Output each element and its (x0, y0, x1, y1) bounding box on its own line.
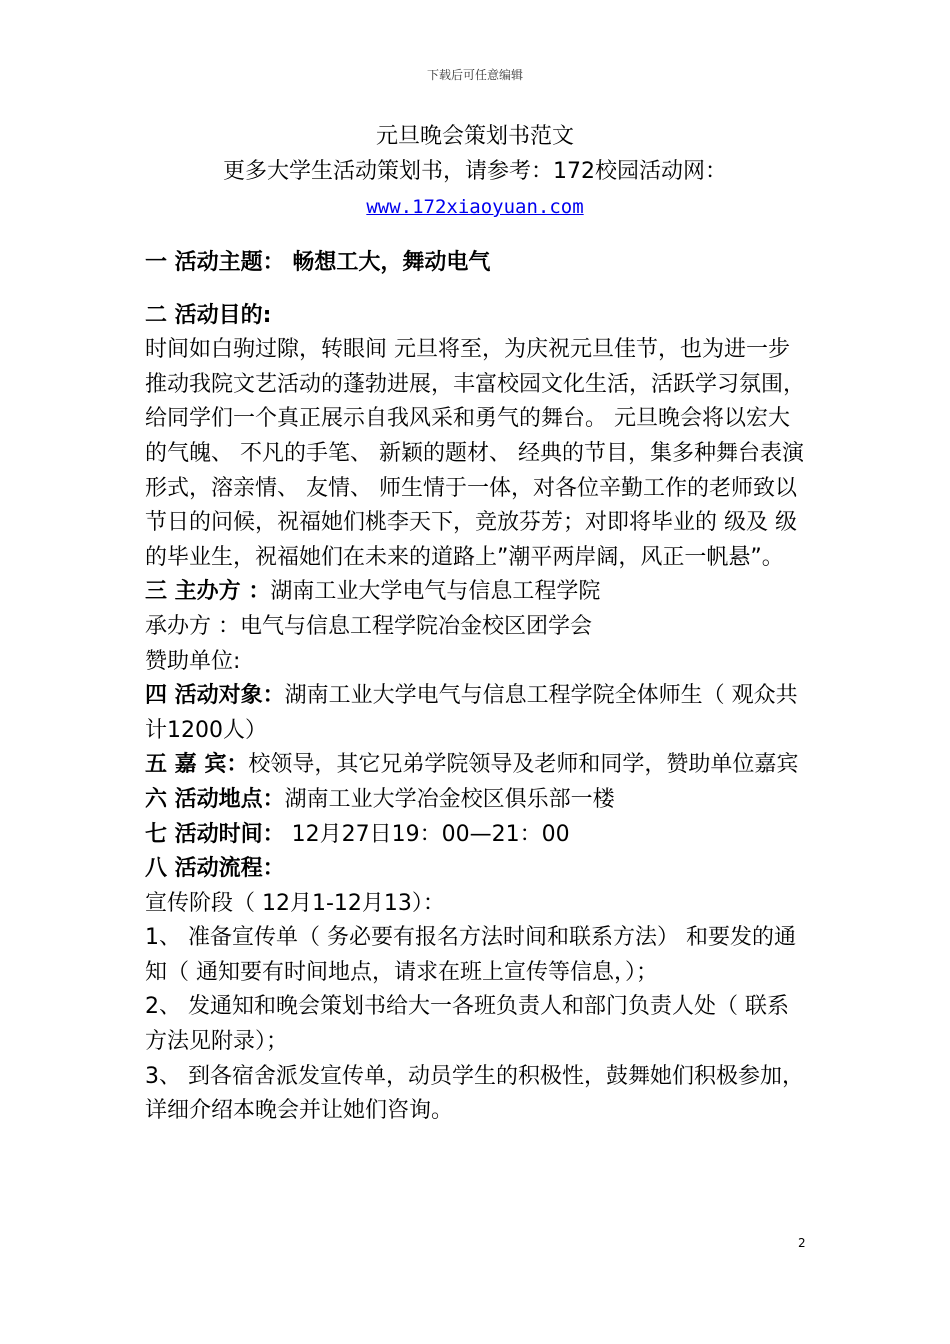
process-item-3: 3、 到各宿舍派发宣传单，动员学生的积极性，鼓舞她们积极参加，详细介绍本晚会并让她们咨询。 (145, 1063, 804, 1124)
section-audience (145, 679, 810, 748)
section-audience-label: 四 活动对象： (145, 683, 285, 709)
section-organizer: 承办方 ：电气与信息工程学院冶金校区团学会 (145, 613, 592, 639)
section-purpose-text: 时间如白驹过隙，转眼间 元旦将至，为庆祝元旦佳节，也为进一步推动我院文艺活动的蓬勃进展，丰富校园文化生活，活跃学习氛围，给同学们一个真正展示自我风采和勇气的舞台。 元旦晚会将以宏大的气魄、 不凡的手笔、 新颖的题材、 经典的节目，集多种舞台表演形式，溶亲情、 友情、 师生情于一体，对各位辛勤工作的老师致以节日的问候，祝福她们桃李天下，竞放芬芳；对即将毕业的 级及 级的毕业生，祝福她们在未来的道路上”潮平两岸阔，风正一帆悬”。 (145, 337, 806, 570)
section-purpose-heading (145, 299, 810, 334)
section-location-text: 湖南工业大学冶金校区俱乐部一楼 (284, 786, 615, 812)
section-theme (145, 246, 810, 281)
section-sponsor: 赞助单位: (145, 648, 241, 674)
section-guests-text: 校领导，其它兄弟学院领导及老师和同学，赞助单位嘉宾 (248, 752, 799, 778)
page-number: 2 (798, 1236, 806, 1250)
process-item-2: 2、 发通知和晚会策划书给大一各班负责人和部门负责人处（ 联系方法见附录）； (145, 994, 789, 1055)
section-process (145, 852, 810, 887)
section-audience-text: 湖南工业大学电气与信息工程学院全体师生（ 观众共计1200人） (145, 683, 798, 743)
section-host (145, 575, 810, 610)
document-body (145, 246, 810, 1129)
section-location-label: 六 活动地点： (145, 786, 285, 812)
section-time (145, 818, 810, 853)
process-item-1: 1、 准备宣传单（ 务必要有报名方法时间和联系方法） 和要发的通知（ 通知要有时间地点，请求在班上宣传等信息，）； (145, 925, 796, 985)
section-host-text: 湖南工业大学电气与信息工程学院 (270, 579, 601, 605)
section-process-label: 八 活动流程： (145, 856, 285, 882)
section-theme-text: 畅想工大，舞动电气 (284, 250, 491, 275)
section-guests (145, 748, 810, 783)
process-phase: 宣传阶段（ 12月1-12月13）： (145, 890, 445, 916)
section-host-label: 三 主办方 ： (145, 579, 271, 605)
section-theme-label: 一 活动主题： (145, 250, 285, 275)
section-guests-label: 五 嘉 宾： (145, 752, 249, 778)
document-subtitle: 更多大学生活动策划书，请参考：172校园活动网： (223, 159, 727, 184)
website-link[interactable]: www.172xiaoyuan.com (366, 196, 584, 218)
document-title: 元旦晚会策划书范文 (375, 124, 574, 149)
section-purpose-label: 二 活动目的: (145, 302, 272, 328)
header-note: 下载后可任意编辑 (426, 68, 523, 82)
section-location (145, 783, 810, 818)
section-time-text: 12月27日19：00—21：00 (284, 821, 570, 847)
section-time-label: 七 活动时间： (145, 821, 285, 847)
